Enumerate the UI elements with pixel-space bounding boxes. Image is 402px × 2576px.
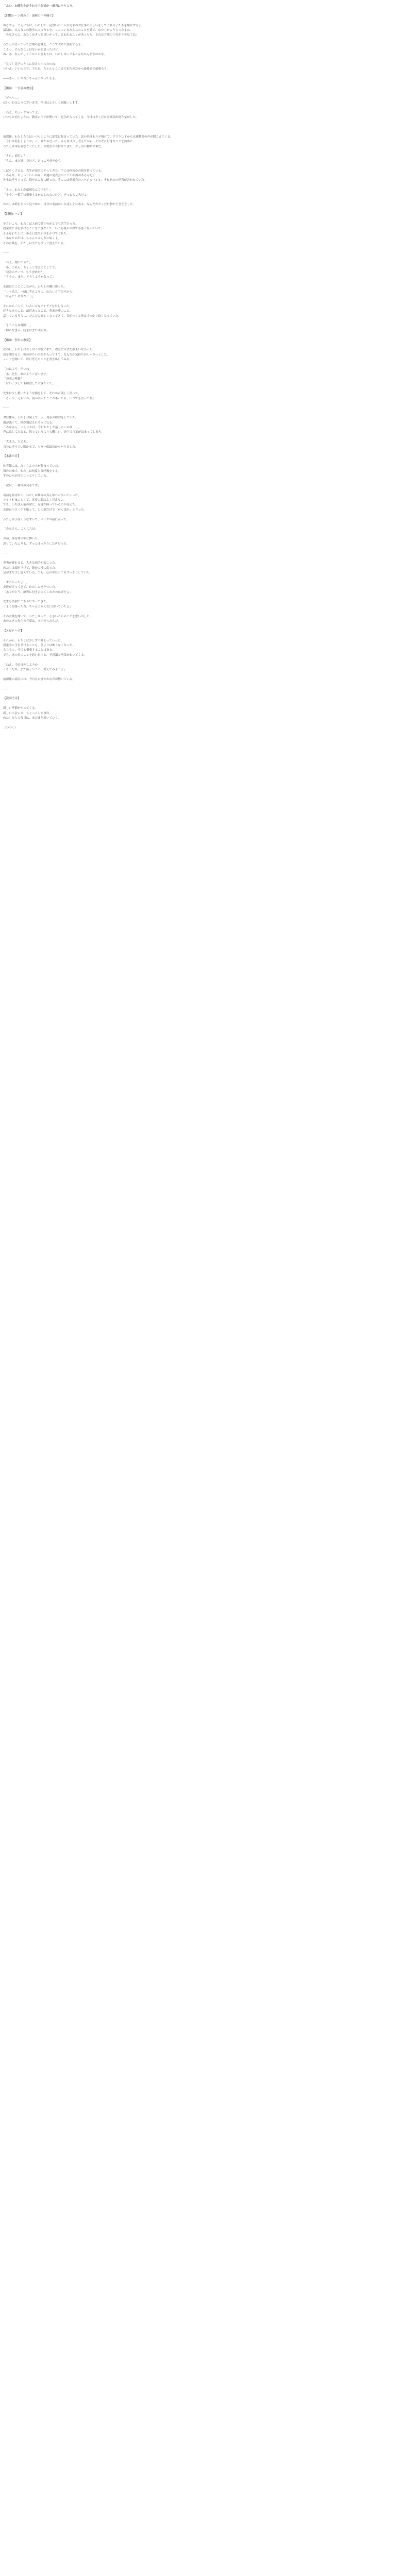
text-line: 「あ、先生。おはようございます」 (3, 372, 49, 376)
text-line: 放課後、わたしたちはいつものように部室に集まっていた。窓の外はもう夕焼けで、グラウンドからは運動部の声が聞こえてくる。 (3, 135, 173, 139)
blank-line (3, 130, 399, 134)
text-line: 先生はそう言って、紙をみんなに配った。そこには発表会のスケジュールと、それぞれの担当が書かれていた。 (3, 179, 147, 182)
blank-line (3, 280, 399, 285)
blank-line (3, 81, 399, 86)
text-line: 「みなさんに、わたしはきっと良いかって、言われることがあったら、それは言葉のつながりを見てね」 (3, 33, 139, 37)
text-line: 「はい。少しでも練習しておきたくて」 (3, 382, 55, 386)
text-line: 「ううん、まだ。どうしようかなって」 (3, 276, 56, 279)
blank-line (3, 401, 399, 406)
text-line: 体育館には、たくさんの人が集まっていた。 (3, 465, 61, 468)
text-line: 授業中に手を挙げることも、前よりは怖くなくなった。 (3, 643, 75, 647)
text-line: ゆるやぁ、こんにちは。わたしで、見習いの二人の先生のお仕事の手伝いをしてくれる子たちを紹介するよ。 (3, 24, 144, 27)
blank-line (3, 479, 399, 483)
blank-line (3, 106, 399, 110)
text-line: 名前を呼ばれて、わたしは舞台の真ん中へと歩いていった。 (3, 494, 81, 497)
text-line: 「うん、まだ途中だけど、けっこう好きかも」 (3, 159, 64, 163)
text-line: 「じゃあさ、一緒に考えようよ。わたしも手伝うから」 (3, 290, 75, 294)
text-line: はい、おはようございます。今日はよろしくお願いします。 (3, 101, 81, 105)
text-line: ぬ、あ。なんでしょうかこのきもちは。わたしはいつもこんなかんじなのかな。 (3, 53, 107, 57)
text-line: わたしは小さくうなずいて、マイクの前に立った。 (3, 518, 70, 521)
text-line: 放課後の部室には、今日もにぎやかな声が響いている。 (3, 677, 75, 681)
blank-line (3, 411, 399, 416)
text-line: 「そうだね。また新しいこと、考えてみようよ」 (3, 668, 67, 671)
text-line: 足がまだ少し震えている。でも、心の中はとてもすっきりしていた。 (3, 571, 93, 574)
blank-line (3, 299, 399, 304)
blank-line (3, 595, 399, 600)
text-line: 「ねえ、聞いてる？」 (3, 261, 32, 265)
blank-line (3, 672, 399, 677)
text-line: ノートを開いて、昨日考えたことを書き出してみる。 (3, 358, 72, 362)
text-line: 舞台の袖で、わたしは何度も深呼吸をする。 (3, 469, 61, 473)
text-line: 「今日は何をしようか」と、誰かが言った。みんなは少し考えてから、それぞれ好きなことを始めた。 (3, 140, 136, 144)
text-line: 新しい出会いと、ちょっとした事件。 (3, 711, 53, 715)
text-line: 手のひらが汗でじっとりしている。 (3, 474, 49, 478)
blank-line (3, 121, 399, 125)
section-heading: 【場面：一日前の教室】 (3, 87, 35, 90)
blank-line (3, 198, 399, 202)
text-line: 「そっか。えらいね。何か困ったことがあったら、いつでも言ってね」 (3, 397, 95, 400)
text-line: わたしが言っていた言葉の意味を、ここで改めて説明するよ。 (3, 43, 84, 47)
text-line: 思っていたよりも、ずっとはっきりした声だった。 (3, 542, 70, 546)
text-line: 「みなさん、こんにちは。今日わたしが話したいのは……」 (3, 426, 81, 429)
blank-line (3, 522, 399, 527)
text-line: 声が、体育館の中に響いた。 (3, 537, 41, 541)
section-heading: 【回想シーン】 (3, 213, 24, 216)
text-line: 声に出してみると、思っていたよりも難しい。途中で言葉が詰まってしまう。 (3, 431, 104, 434)
text-line: 「よく頑張ったね。ちゃんとみんなに届いていたよ」 (3, 605, 73, 608)
text-line: それから、わたしは少しずつ変わっていった。 (3, 639, 64, 642)
text-line: その言葉を、わたしは今でもずっと覚えている。 (3, 242, 66, 245)
text-line: わたしは頭を下げて、舞台の袖に戻った。 (3, 566, 58, 570)
text-line: 話しているうちに、だんだん楽しくなってきて、気がつくと外はすっかり暗くなっていた。 (3, 314, 121, 318)
text-line: 小さいころ、わたしは人前で話すのがとても苦手だった。 (3, 223, 78, 226)
text-line: 「次は、一番目の発表です」 (3, 484, 41, 487)
text-line: でも、いちばん前の席に、友達が座っているのが見えた。 (3, 503, 78, 507)
text-line: ライトがまぶしくて、客席の顔はよく見えない。 (3, 498, 66, 502)
text-line: 最初は、みんなこの教室に入ったとき、ここにいるみんなのことを見て、わたしがこう言ったよね。 (3, 29, 133, 32)
separator-line: ―― (3, 406, 10, 410)
section-heading: 【回想シーン終わり 部屋の中の様子】 (3, 14, 55, 18)
blank-line (3, 19, 399, 23)
blank-line (3, 682, 399, 687)
text-line: あのときの先生の言葉は、本当だったんだ。 (3, 619, 61, 623)
text-line: 「帰らなきゃ。続きはまた明日ね」 (3, 329, 49, 332)
blank-line (3, 217, 399, 222)
blank-line (3, 72, 399, 77)
text-line: 友達はにこにこしながら、わたしの隣に座った。 (3, 285, 67, 289)
blank-line (3, 547, 399, 551)
text-line: でも、あの日のことを思い出すと、不思議と勇気がわいてくる。 (3, 653, 87, 657)
blank-line (3, 634, 399, 638)
blank-line (3, 91, 399, 96)
blank-line (3, 513, 399, 517)
text-line: 「そう。一番手は緊張するかもしれないけど、きっと大丈夫だよ」 (3, 193, 90, 197)
blank-line (3, 609, 399, 614)
section-heading: 【エピローグ】 (3, 629, 24, 633)
text-line: 「えっ、わたしが最初なんですか？」 (3, 189, 53, 192)
text-line: 「ほんと？ありがとう」 (3, 295, 35, 299)
blank-line (3, 164, 399, 168)
text-line: 「もうこんな時間！」 (3, 324, 32, 328)
text-line: 先生は少し驚いたような顔をして、それから優しく笑った。 (3, 392, 81, 396)
text-line: わたしは紙をじっと見つめた。自分の名前がいちばん上にある。なんだか少しだけ胸がどきどきした。 (3, 203, 136, 207)
blank-line (3, 450, 399, 454)
text-line: 友達が走ってきて、わたしに抱きついた。 (3, 586, 58, 589)
text-line: 新しい季節がやってくる。 (3, 707, 38, 710)
text-line: 「ねえ、今日は何しようか」 (3, 663, 41, 667)
text-line: しばらくすると、先生が部室にやってきた。手には何枚かの紙を持っている。 (3, 169, 104, 173)
text-line: いつもと同じように、教室のドアが開いて、先生が入ってくる。今日は少しだけ雰囲気が違う気がした。 (3, 116, 139, 120)
blank-line (3, 149, 399, 154)
text-line: 窓を開けると、朝の冷たい空気が入ってきて、なんだか気持ちがしゃきっとした。 (3, 353, 110, 357)
separator-line: ―― (3, 687, 10, 691)
blank-line (3, 363, 399, 367)
section-heading: 【本番当日】 (3, 455, 21, 459)
blank-line (3, 658, 399, 663)
blank-line (3, 9, 399, 13)
blank-line (3, 387, 399, 392)
blank-line (3, 488, 399, 493)
blank-line (3, 435, 399, 440)
blank-line (3, 319, 399, 324)
blank-line (3, 460, 399, 464)
text-line: 「あ、ごめん。ちょっと考えごとしてた」 (3, 266, 58, 269)
separator-line: ―― (3, 126, 10, 129)
text-line: ――あっ、いやね。ちゃんとやってるよ。 (3, 77, 58, 81)
section-heading: 【場面：翌日の教室】 (3, 338, 32, 342)
text-line: それから二人で、いろいろなアイデアを出し合った。 (3, 304, 72, 308)
text-line: こそっ、そんなことはないかと思ったけど。 (3, 48, 61, 52)
blank-line (3, 556, 399, 561)
text-line: 「大丈夫、大丈夫」 (3, 440, 29, 444)
text-line: 「すごかったよ！」 (3, 581, 29, 584)
blank-line (3, 57, 399, 62)
blank-line (3, 208, 399, 212)
blank-line (3, 532, 399, 537)
text-line: いいえ、いいんです。でもね、ちゃんとここまで来たのだから最後まで頑張ろう。 (3, 67, 110, 71)
text-line: 「発表の準備？」 (3, 377, 26, 381)
blank-line (3, 702, 399, 706)
text-line: 「あなたの声は、ちゃんとみんなに届くよ」 (3, 237, 61, 241)
text-line: 友達は小さく手を振って、口の形だけで「がんばれ」と言った。 (3, 508, 87, 512)
separator-line: ―― (3, 251, 10, 255)
text-line: 「おはよう。早いね」 (3, 368, 32, 371)
text-line: そんなわたしに、ある日先生が声をかけてくれた。 (3, 232, 70, 235)
separator-line: ―― (3, 552, 10, 555)
text-line: 「ゲヘヘ…」 (3, 96, 21, 100)
text-line: 自分にそう言い聞かせて、もう一度最初からやり直した。 (3, 445, 78, 449)
blank-line (3, 246, 399, 251)
blank-line (3, 575, 399, 580)
text-line: 「発表のテーマ、もう決めた？」 (3, 271, 46, 275)
text-line: 「ありがとう。練習に付き合ってくれたおかげだよ」 (3, 590, 73, 594)
blank-line (3, 333, 399, 338)
document-body (3, 4, 399, 731)
text-line: （つづく） (3, 726, 18, 730)
text-line: 「ねえ、ちょっと待ってよ」 (3, 111, 41, 114)
blank-line (3, 721, 399, 725)
blank-line (3, 624, 399, 629)
blank-line (3, 343, 399, 348)
text-line: 「みんな、ちょっといいかな。来週の発表会のことで相談があるんだ」 (3, 174, 96, 178)
text-line: 「みなさん、こんにちは」 (3, 528, 38, 531)
blank-line (3, 38, 399, 43)
text-line: 授業中に手を挙げることもできなくて、いつも後ろの席で小さくなっていた。 (3, 227, 104, 231)
text-line: 先生も笑顔でこちらにやってきた。 (3, 600, 49, 604)
blank-line (3, 692, 399, 697)
text-line: 次の日、わたしは少し早く学校に来た。教室にはまだ誰もいなかった。 (3, 348, 96, 352)
text-line: もちろん、今でも緊張することはある。 (3, 649, 56, 652)
section-heading: 「ふむ、加藤先生がそれを主張済かー適当にやりよう。 (3, 5, 75, 8)
text-line: その言葉を聞いて、わたしはふと、小さいころのことを思い出した。 (3, 615, 93, 618)
text-line: 発表が終わると、大きな拍手が起こった。 (3, 562, 58, 565)
text-line: わたしたちの毎日は、まだまだ続いていく。 (3, 716, 61, 720)
text-line: お昼休み。わたしは屋上で一人、発表の練習をしていた。 (3, 416, 78, 420)
text-line: わたしは本を読むことにした。図書室から借りてきた、少し古い物語の本だ。 (3, 145, 104, 148)
text-line: 「見て！見学のうちに覚えちゃったのね」 (3, 62, 58, 66)
blank-line (3, 183, 399, 188)
blank-line (3, 256, 399, 261)
text-line: 「それ、面白い？」 (3, 155, 29, 158)
text-line: 風が強くて、紙が飛ばされそうになる。 (3, 421, 55, 425)
section-heading: 【次回予告】 (3, 697, 21, 701)
text-line: 好きな本のこと、最近あったこと、将来の夢のこと。 (3, 310, 73, 313)
